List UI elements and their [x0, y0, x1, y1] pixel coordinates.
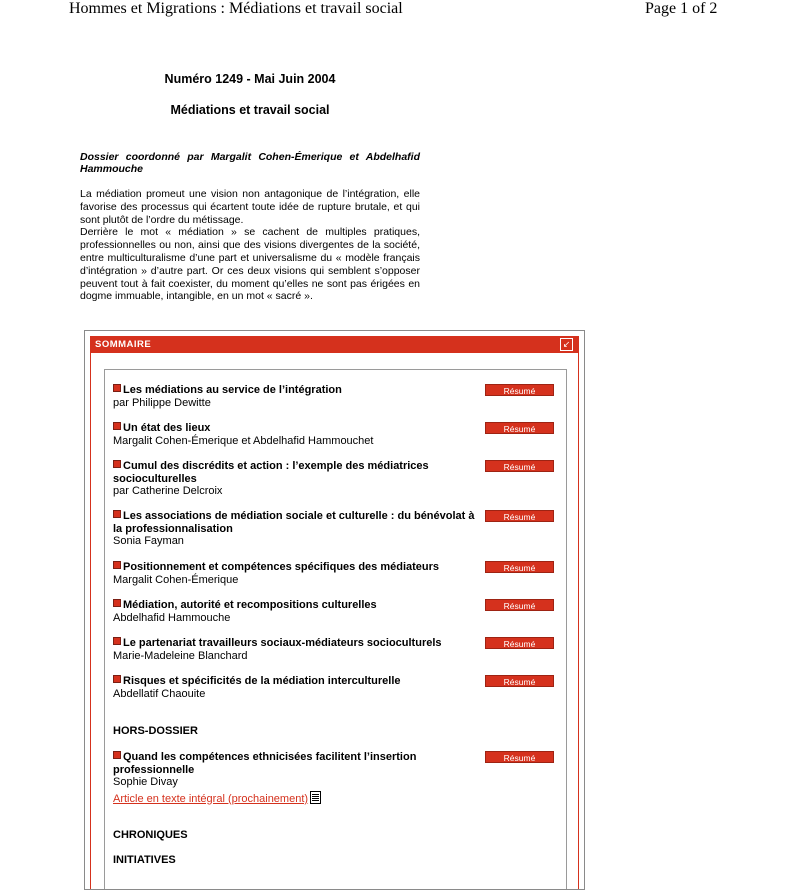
article-author: par Catherine Delcroix	[113, 485, 223, 497]
sommaire-header	[91, 337, 578, 353]
article-title[interactable]: Positionnement et compétences spécifiques des médiateurs	[113, 561, 483, 574]
resume-button[interactable]: Résumé	[485, 422, 554, 434]
article-author: Margalit Cohen-Émerique	[113, 573, 239, 586]
intro-text	[80, 188, 420, 303]
article-title[interactable]: Les associations de médiation sociale et culturelle : du bénévolat à la professionnalisation	[113, 510, 475, 535]
article-title[interactable]: Médiation, autorité et recompositions culturelles	[113, 599, 483, 612]
section-heading-initiatives[interactable]: INITIATIVES	[113, 854, 176, 866]
list-item	[113, 561, 483, 586]
intro-paragraph: Derrière le mot « médiation » se cachent de multiples pratiques, professionnelles ou non, ainsi que des visions divergentes de la société, entre multiculturalisme d’une part et universalisme du « modèle français d’intégration » d’autre part. Or ces deux visions qui semblent s’opposer peuvent tout à fait coexister, du moment qu’elles ne sont pas érigées en dogme immuable, intangible, en un mot « sacré ».	[80, 226, 420, 303]
sommaire-list	[104, 369, 567, 889]
article-author: Margalit Cohen-Émerique et Abdelhafid Hammouchet	[113, 434, 374, 447]
bullet-icon	[113, 460, 121, 468]
page-number: Page 1 of 2	[645, 0, 718, 17]
bullet-icon	[113, 637, 121, 645]
resume-button[interactable]: Résumé	[485, 751, 554, 763]
coordination-credit: Dossier coordonné par Margalit Cohen-Émerique et Abdelhafid Hammouche	[80, 151, 420, 175]
article-title[interactable]: Cumul des discrédits et action : l’exemple des médiatrices socioculturelles	[113, 460, 429, 485]
bullet-icon	[113, 510, 121, 518]
list-item	[113, 751, 483, 807]
bullet-icon	[113, 675, 121, 683]
document-icon[interactable]	[310, 791, 321, 804]
page-header-title: Hommes et Migrations : Médiations et travail social	[69, 0, 403, 17]
article-author: Abdelhafid Hammouche	[113, 611, 231, 624]
sommaire-label: SOMMAIRE	[95, 339, 152, 350]
article-title[interactable]: Un état des lieux	[113, 422, 483, 435]
article-author: Sonia Fayman	[113, 535, 184, 547]
fulltext-link[interactable]: Article en texte intégral (prochainement)	[113, 792, 309, 805]
list-item	[113, 384, 483, 409]
bullet-icon	[113, 751, 121, 759]
bullet-icon	[113, 599, 121, 607]
article-title[interactable]: Le partenariat travailleurs sociaux-médiateurs socioculturels	[113, 637, 483, 650]
article-title[interactable]: Risques et spécificités de la médiation interculturelle	[113, 675, 483, 688]
article-author: par Philippe Dewitte	[113, 396, 211, 409]
intro-paragraph: La médiation promeut une vision non antagonique de l’intégration, elle favorise des processus qui écartent toute idée de rupture brutale, et qui sont plutôt de l’ordre du métissage.	[80, 188, 420, 226]
resume-button[interactable]: Résumé	[485, 637, 554, 649]
resume-button[interactable]: Résumé	[485, 599, 554, 611]
article-author: Abdellatif Chaouite	[113, 687, 206, 700]
article-title[interactable]: Les médiations au service de l’intégration	[113, 384, 483, 397]
article-title[interactable]: Quand les compétences ethnicisées facilitent l’insertion professionnelle	[113, 751, 417, 776]
expand-icon[interactable]: ↙	[560, 338, 573, 351]
issue-number: Numéro 1249 - Mai Juin 2004	[164, 72, 336, 86]
section-heading-hors-dossier: HORS-DOSSIER	[113, 725, 198, 737]
resume-button[interactable]: Résumé	[485, 460, 554, 472]
section-heading-chroniques[interactable]: CHRONIQUES	[113, 829, 188, 841]
page-title: Médiations et travail social	[170, 103, 330, 117]
resume-button[interactable]: Résumé	[485, 384, 554, 396]
article-author: Sophie Divay	[113, 776, 178, 788]
list-item	[113, 510, 483, 548]
list-item	[113, 637, 483, 662]
list-item	[113, 460, 483, 498]
list-item	[113, 599, 483, 624]
fulltext-row	[113, 789, 483, 807]
list-item	[113, 675, 483, 700]
resume-button[interactable]: Résumé	[485, 510, 554, 522]
article-author: Marie-Madeleine Blanchard	[113, 649, 248, 662]
bullet-icon	[113, 384, 121, 392]
resume-button[interactable]: Résumé	[485, 675, 554, 687]
bullet-icon	[113, 561, 121, 569]
list-item	[113, 422, 483, 447]
resume-button[interactable]: Résumé	[485, 561, 554, 573]
bullet-icon	[113, 422, 121, 430]
